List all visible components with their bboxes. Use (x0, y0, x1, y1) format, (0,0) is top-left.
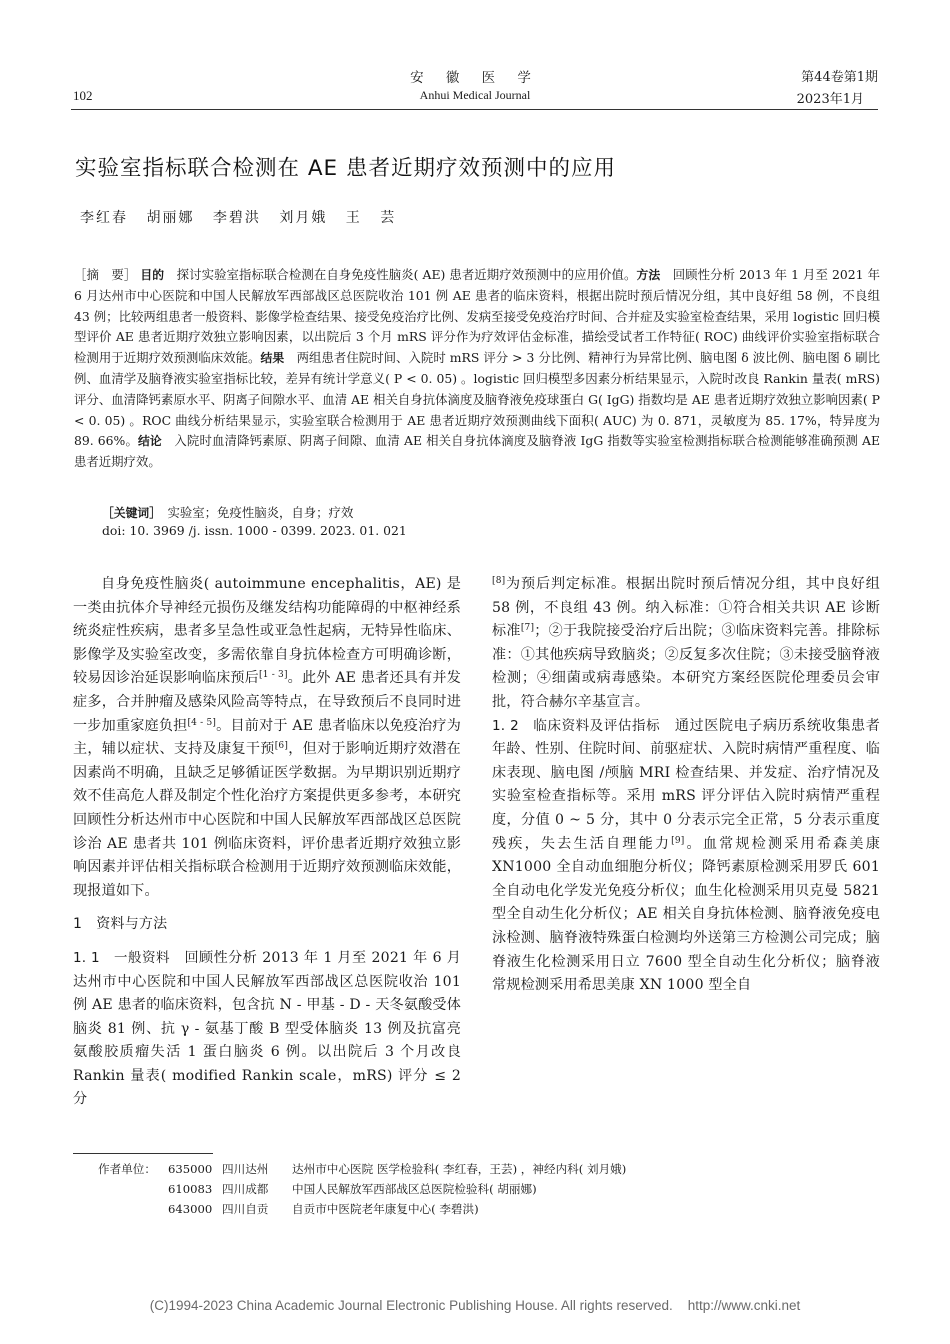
issue-date: 2023年1月 (796, 92, 864, 107)
journal-name-cn: 安 徽 医 学 (410, 70, 540, 86)
abstract-conclusion: 入院时血清降钙素原、阴离子间隙、血清 AE 相关自身抗体滴度及脑脊液 IgG 指数等实验室检测指标联合检测能够准确预测 AE 患者近期疗效。 (74, 433, 880, 470)
subsection-heading: 1. 2 临床资料及评估指标 (492, 717, 661, 734)
section-heading: 1 资料与方法 (73, 916, 168, 933)
intro-text-1: 自身免疫性脑炎( autoimmune encephalitis，AE) 是一类由抗体介导神经元损伤及继发结构功能障碍的中枢神经系统炎症性疾病，患者多呈急性或亚急性起病，无特异性临床、影像学及实验室改变，多需依靠自身抗体检查方可明确诊断，较易因诊治延误影响临床预后 (73, 576, 461, 687)
postal-code: 643000 (168, 1202, 213, 1216)
abstract-conclusion-label: 结论 (138, 434, 162, 449)
intro-text-4: ，但对于影响近期疗效潜在因素尚不明确，且缺乏足够循证医学数据。为早期识别近期疗效不佳高危人群及制定个性化治疗方案提供更多参考，本研究回顾性分析达州市中心医院和中国人民解放军西部战区总医院诊治 AE 患者共 101 例临床资料，评价患者近期疗效独立影响因素并评估相关指标联合检测用于近期疗效预测临床效能，现报道如下。 (73, 741, 461, 899)
affiliation-label: 作者单位： (98, 1162, 156, 1176)
citation[interactable]: [1 - 3] (259, 670, 288, 681)
organization: 达州市中心医院 医学检验科( 李红春，王芸) ，神经内科( 刘月娥) (292, 1162, 627, 1176)
subsection-text: 通过医院电子病历系统收集患者年龄、性别、住院时间、前驱症状、入院时病情严重程度、临床表现、脑电图 /颅脑 MRI 检查结果、并发症、治疗情况及实验室检查指标等。采用 mRS 评分评估入院时病情严重程度，分值 0 ~ 5 分，其中 0 分表示完全正常，5 分表示重度残疾，失去生活自理能力 (492, 717, 881, 852)
subsection-heading: 1. 1 一般资料 (73, 949, 170, 966)
author-list: 李红春 胡丽娜 李碧洪 刘月娥 王 芸 (80, 210, 397, 226)
body-column-right (492, 573, 880, 998)
citation[interactable]: [6] (274, 741, 289, 752)
volume-issue: 第44卷第1期 (801, 70, 878, 85)
affiliation-row (98, 1159, 626, 1179)
keywords (102, 503, 353, 521)
citation[interactable]: [9] (671, 835, 685, 846)
city: 四川达州 (222, 1162, 269, 1176)
abstract (74, 265, 880, 473)
organization: 自贡市中医院老年康复中心( 李碧洪) (292, 1202, 479, 1216)
abstract-label: ［摘 要］ (74, 267, 137, 282)
postal-code: 635000 (168, 1162, 213, 1176)
article-title: 实验室指标联合检测在 AE 患者近期疗效预测中的应用 (75, 156, 616, 181)
subsection-text: ；②于我院接受治疗后出院；③临床资料完善。排除标准：①其他疾病导致脑炎；②反复多次住院；③未接受脑脊液检测；④细菌或病毒感染。本研究方案经医院伦理委员会审批，符合赫尔辛基宣言。 (492, 623, 880, 710)
abstract-methods: 回顾性分析 2013 年 1 月至 2021 年 6 月达州市中心医院和中国人民解放军西部战区总医院收治 101 例 AE 患者的临床资料，根据出院时预后情况分组，其中良好组 58 例，不良组 43 例；比较两组患者一般资料、影像学检查结果、接受免疫治疗比例、发病至接受免疫治疗时间、合并症及实验室检查结果，采用 logistic 回归模型评价 AE 患者近期疗效独立影响因素，以出院后 3 个月 mRS 评分作为疗效评估金标准，描绘受试者工作特征( ROC) 曲线评价实验室指标联合检测用于近期疗效预测临床效能。 (74, 267, 880, 366)
subsection-1-1 (73, 947, 461, 1112)
keywords-label: ［关键词］ (102, 506, 156, 520)
organization: 中国人民解放军西部战区总医院检验科( 胡丽娜) (292, 1182, 537, 1196)
keywords-text: 实验室；免疫性脑炎，自身；疗效 (155, 505, 354, 520)
journal-name-en: Anhui Medical Journal (419, 88, 531, 102)
intro-text-3: 。目前对于 AE 患者临床以免疫治疗为主，辅以症状、支持及康复干预 (73, 717, 461, 758)
doi: doi: 10. 3969 /j. issn. 1000 - 0399. 2023. 01. 021 (102, 523, 407, 538)
subsection-text: 回顾性分析 2013 年 1 月至 2021 年 6 月达州市中心医院和中国人民解放军西部战区总医院收治 101 例 AE 患者的临床资料，包含抗 N - 甲基 - D - 天冬氨酸受体脑炎 81 例、抗 γ - 氨基丁酸 B 型受体脑炎 13 例及抗富亮氨酸胶质瘤失活 1 蛋白脑炎 6 例。以出院后 3 个月改良 Rankin 量表( modified Rankin scale，mRS) 评分 ≤ 2 分 (73, 949, 462, 1108)
citation[interactable]: [7] (520, 623, 535, 634)
header-rule (71, 109, 878, 110)
citation[interactable]: [8] (492, 576, 506, 586)
subsection-text: 。血常规检测采用希森美康 XN1000 全自动血细胞分析仪；降钙素原检测采用罗氏 601 全自动电化学发光免疫分析仪；血生化检测采用贝克曼 5821 型全自动生化分析仪；AE 相关自身抗体检测、脑脊液免疫电泳检测、脑脊液特殊蛋白检测均外送第三方检测公司完成；脑脊液生化检测采用日立 7600 型全自动生化分析仪；脑脊液常规检测采用希思美康 XN 1000 型全自 (492, 835, 880, 994)
affiliations (98, 1159, 626, 1219)
city: 四川自贡 (222, 1202, 269, 1216)
abstract-results: 两组患者住院时间、入院时 mRS 评分 > 3 分比例、精神行为异常比例、脑电图 δ 波比例、脑电图 δ 刷比例、血清学及脑脊液实验室指标比较，差异有统计学意义( P < 0. 05) 。logistic 回归模型多因素分析结果显示，入院时改良 Rankin 量表( mRS) 评分、血清降钙素原水平、阴离子间隙水平、血清 AE 相关自身抗体滴度及脑脊液免疫球蛋白 G( IgG) 指数均是 AE 患者近期疗效独立影响因素( P < 0. 05) 。ROC 曲线分析结果显示，实验室联合检测用于 AE 患者近期疗效预测曲线下面积( AUC) 为 0. 871，灵敏度为 85. 17%，特异度为 89. 66%。 (74, 350, 880, 449)
intro-text-2: 。此外 AE 患者还具有并发症多，合并肿瘤及感染风险高等特点，在导致预后不良同时进一步加重家庭负担 (73, 670, 461, 734)
affiliation-row (98, 1179, 626, 1199)
citation[interactable]: [4 - 5] (187, 717, 217, 728)
abstract-methods-label: 方法 (636, 268, 661, 282)
postal-code: 610083 (168, 1182, 213, 1196)
abstract-results-label: 结果 (260, 351, 285, 366)
intro-paragraph (73, 573, 461, 903)
page-number: 102 (73, 88, 93, 103)
affiliation-row (98, 1199, 626, 1219)
body-column-left (73, 573, 461, 1112)
footnote-rule (73, 1153, 213, 1154)
subsection-1-2 (492, 715, 880, 998)
copyright-footer: (C)1994-2023 China Academic Journal Electronic Publishing House. All rights reserved. http://www.cnki.net (149, 1298, 801, 1313)
abstract-objective: 探讨实验室指标联合检测在自身免疫性脑炎( AE) 患者近期疗效预测中的应用价值。 (164, 267, 637, 282)
subsection-text: 为预后判定标准。根据出院时预后情况分组，其中良好组 58 例，不良组 43 例。纳入标准：①符合相关共识 AE 诊断标准 (492, 576, 880, 640)
abstract-objective-label: 目的 (140, 268, 165, 282)
city: 四川成都 (222, 1182, 269, 1196)
subsection-1-1-cont (492, 573, 880, 715)
